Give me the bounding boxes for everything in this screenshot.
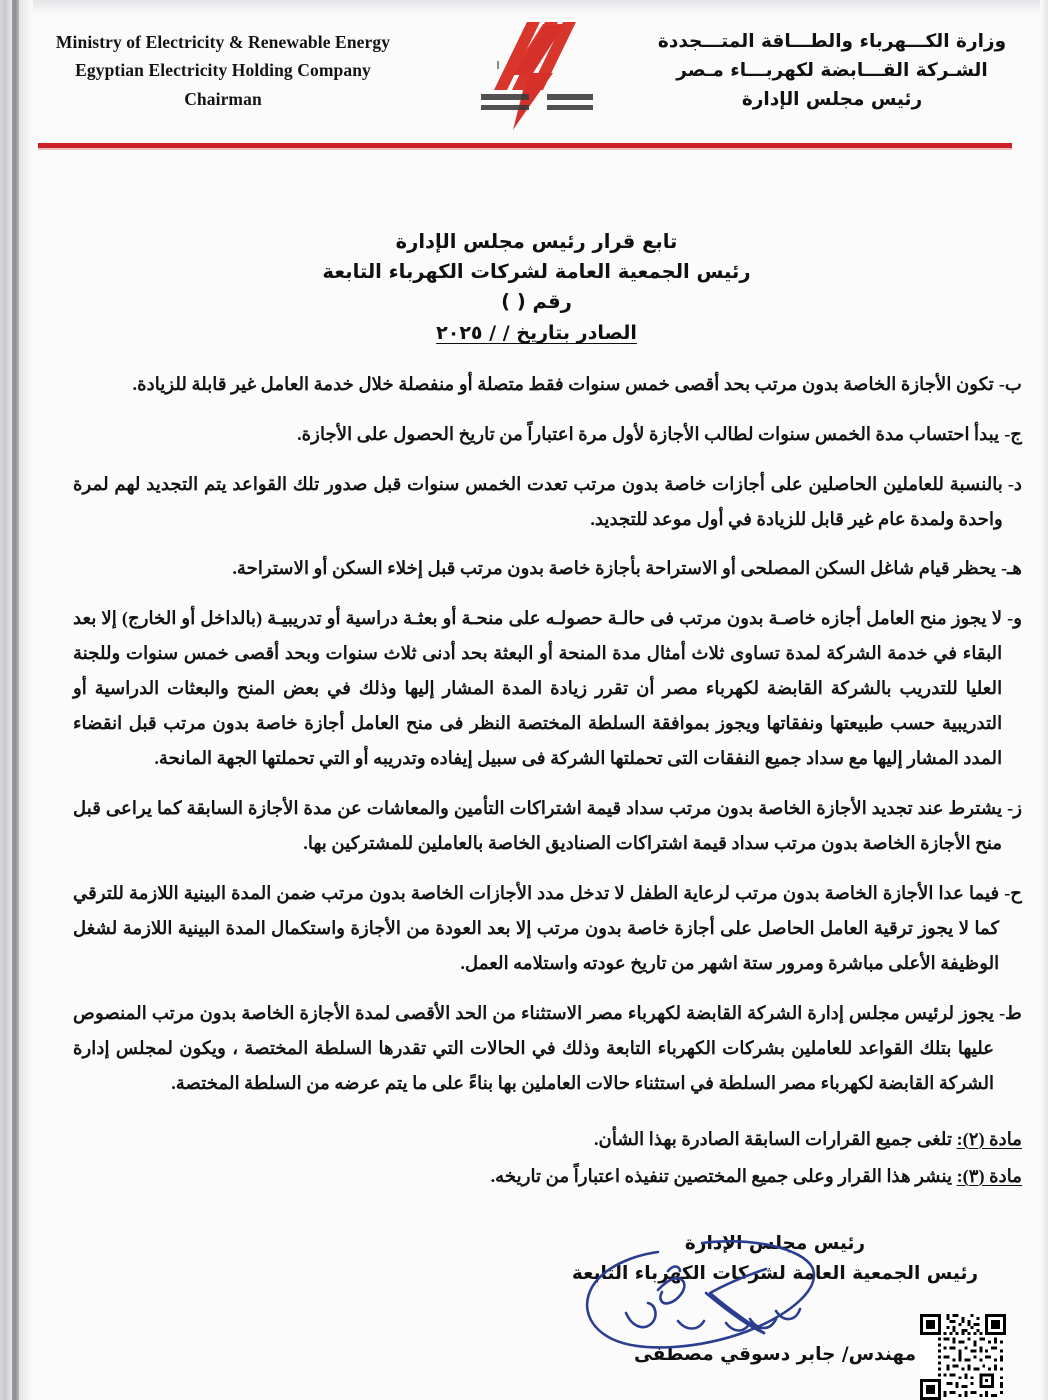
decision-number: رقم ( ): [501, 290, 572, 314]
clause-text: فيما عدا الأجازة الخاصة بدون مرتب لرعاية الطفل لا تدخل مدد الأجازات الخاصة بدون مرتب ضمن المدة البينية اللازمة للترقي كما لا يجوز ترقية العامل الحاصل على أجازة خاصة بدون مرتب إلا بعد العودة من الأجازة واستكمال المدة البينية اللازمة لشغل الوظيفة الأعلى مباشرة ومرور ستة اشهر من تاريخ عودته واستلامه العمل.: [73, 882, 1000, 973]
signatory-role-line-2: رئيس الجمعية العامة لشركات الكهرباء التابعة: [571, 1262, 979, 1284]
article-text: تلغى جميع القرارات السابقة الصادرة بهذا الشأن.: [593, 1128, 957, 1149]
ministry-name-en: Ministry of Electricity & Renewable Energy: [55, 32, 391, 52]
article-row: [73, 1121, 1022, 1158]
scan-artifact-left-fade: [19, 0, 33, 1400]
letterhead-english: [38, 28, 408, 113]
clause-item: [73, 367, 1022, 402]
clause-text: بالنسبة للعاملين الحاصلين على أجازات خاصة بدون مرتب تعدت الخمس سنوات قبل صدور تلك القواعد يتم التجديد لهم لمرة واحدة ولمدة عام غير قابل للزيادة في أول موعد للتجديد.: [73, 473, 1003, 529]
article-row: [73, 1158, 1022, 1195]
clause-text: تكون الأجازة الخاصة بدون مرتب بحد أقصى خمس سنوات فقط متصلة أو منفصلة خلال خدمة العامل غير قابلة للزيادة.: [132, 373, 994, 394]
clause-text: لا يجوز منح العامل أجازه خاصـة بدون مرتب فى حالـة حصولـه على منحـة أو بعثـة دراسية أو تدريبيـة (بالداخل أو الخارج) إلا بعد البقاء في خدمة الشركة لمدة تساوى ثلاث أمثال مدة المنحة أو البعثة بحد أدنى ثلاث سنوات وبحد أقصى خمس سنوات وللجنة العليا للتدريب بالشركة القابضة لكهرباء مصر أن تقرر زيادة المدة المشار إليها وذلك في بعض المنح والبعثات الدراسية أو التدريبية حسب طبيعتها ونفقاتها ويجوز بموافقة السلطة المختصة النظر فى منح العامل أجازة خاصة بدون مرتب قبل انقضاء المدد المشار إليها مع سداد جميع النفقات التى تحملتها الشركة فى سبيل إيفاده وتدريبه أو التي تحملتها الجهة المانحة.: [73, 608, 1003, 769]
clause-marker: ب-: [998, 373, 1022, 394]
eehc-lightning-logo: [467, 16, 607, 134]
clause-text: يجوز لرئيس مجلس إدارة الشركة القابضة لكهرباء مصر الاستثناء من الحد الأقصى لمدة الأجازة الخاصة بدون مرتب المنصوص عليها بتلك القواعد للعاملين بشركات الكهرباء التابعة وذلك في الحالات التي تقدرها السلطة المختصة ، ويكون لمجلس إدارة الشركة القابضة لكهرباء مصر السلطة في استثناء حالات العاملين بها بناءً على ما يتم عرضه من السلطة المختصة.: [73, 1002, 995, 1093]
decision-articles: [73, 1121, 1022, 1196]
header-divider-rule: [38, 143, 1012, 148]
signatory-role-line-1: رئيس مجلس الإدارة: [684, 1233, 866, 1255]
clause-marker: ط-: [999, 1002, 1022, 1023]
clause-marker: و-: [1007, 608, 1022, 629]
clause-marker: د-: [1007, 473, 1022, 494]
clause-item: [73, 876, 1022, 981]
clause-item: [73, 996, 1022, 1101]
clause-marker: ج-: [1004, 423, 1022, 444]
decision-title-line-1: تابع قرار رئيس مجلس الإدارة: [395, 230, 678, 253]
clause-item: [73, 417, 1022, 452]
ministry-name-ar: وزارة الكـــهرباء والطـــاقة المتـــجددة: [657, 31, 1007, 52]
article-text: ينشر هذا القرار وعلى جميع المختصين تنفيذه اعتباراً من تاريخه.: [490, 1165, 957, 1186]
qr-code: [920, 1314, 1006, 1400]
clause-item: [73, 551, 1022, 586]
article-label: مادة (٣):: [956, 1165, 1022, 1186]
document-sheet: [33, 0, 1040, 1400]
clause-text: يبدأ احتساب مدة الخمس سنوات لطالب الأجازة لأول مرة اعتباراً من تاريخ الحصول على الأجازة.: [297, 423, 1000, 444]
signatory-name: مهندس/ جابر دسوقي مصطفى: [633, 1344, 917, 1366]
clause-item: [73, 791, 1022, 861]
scan-artifact-left-line: [12, 0, 19, 1400]
clause-text: يحظر قيام شاغل السكن المصلحى أو الاستراحة بأجازة خاصة بدون مرتب قبل إخلاء السكن أو الاستراحة.: [232, 558, 997, 579]
decision-title-block: [33, 227, 1040, 351]
company-name-en: Egyptian Electricity Holding Company: [75, 60, 371, 81]
decision-issue-date: الصادر بتاريخ / / ٢٠٢٥: [436, 322, 637, 345]
chairman-title-en: Chairman: [184, 88, 262, 109]
chairman-title-ar: رئيس مجلس الإدارة: [741, 89, 923, 111]
decision-title-line-2: رئيس الجمعية العامة لشركات الكهرباء التابعة: [322, 259, 751, 283]
decision-body: [73, 367, 1022, 1101]
article-label: مادة (٢):: [956, 1128, 1022, 1149]
clause-item: [73, 467, 1022, 537]
scan-artifact-left-outer: [0, 0, 12, 1400]
clause-marker: ز-: [1007, 798, 1022, 819]
clause-marker: ح-: [1004, 882, 1022, 903]
clause-item: [73, 601, 1022, 776]
company-name-ar: الشـركة القـــابضة لكهربـــاء مـصر: [676, 60, 988, 82]
clause-marker: هـ-: [1001, 558, 1022, 579]
clause-text: يشترط عند تجديد الأجازة الخاصة بدون مرتب سداد قيمة اشتراكات التأمين والمعاشات عن مدة الأجازة السابقة كما يراعى قبل منح الأجازة الخاصة بدون مرتب سداد قيمة اشتراكات الصناديق الخاصة بالعاملين للمشتركين بها.: [73, 798, 1003, 853]
scan-artifact-right: [1040, 0, 1048, 1400]
letterhead: [33, 0, 1040, 172]
letterhead-arabic: [632, 27, 1032, 115]
